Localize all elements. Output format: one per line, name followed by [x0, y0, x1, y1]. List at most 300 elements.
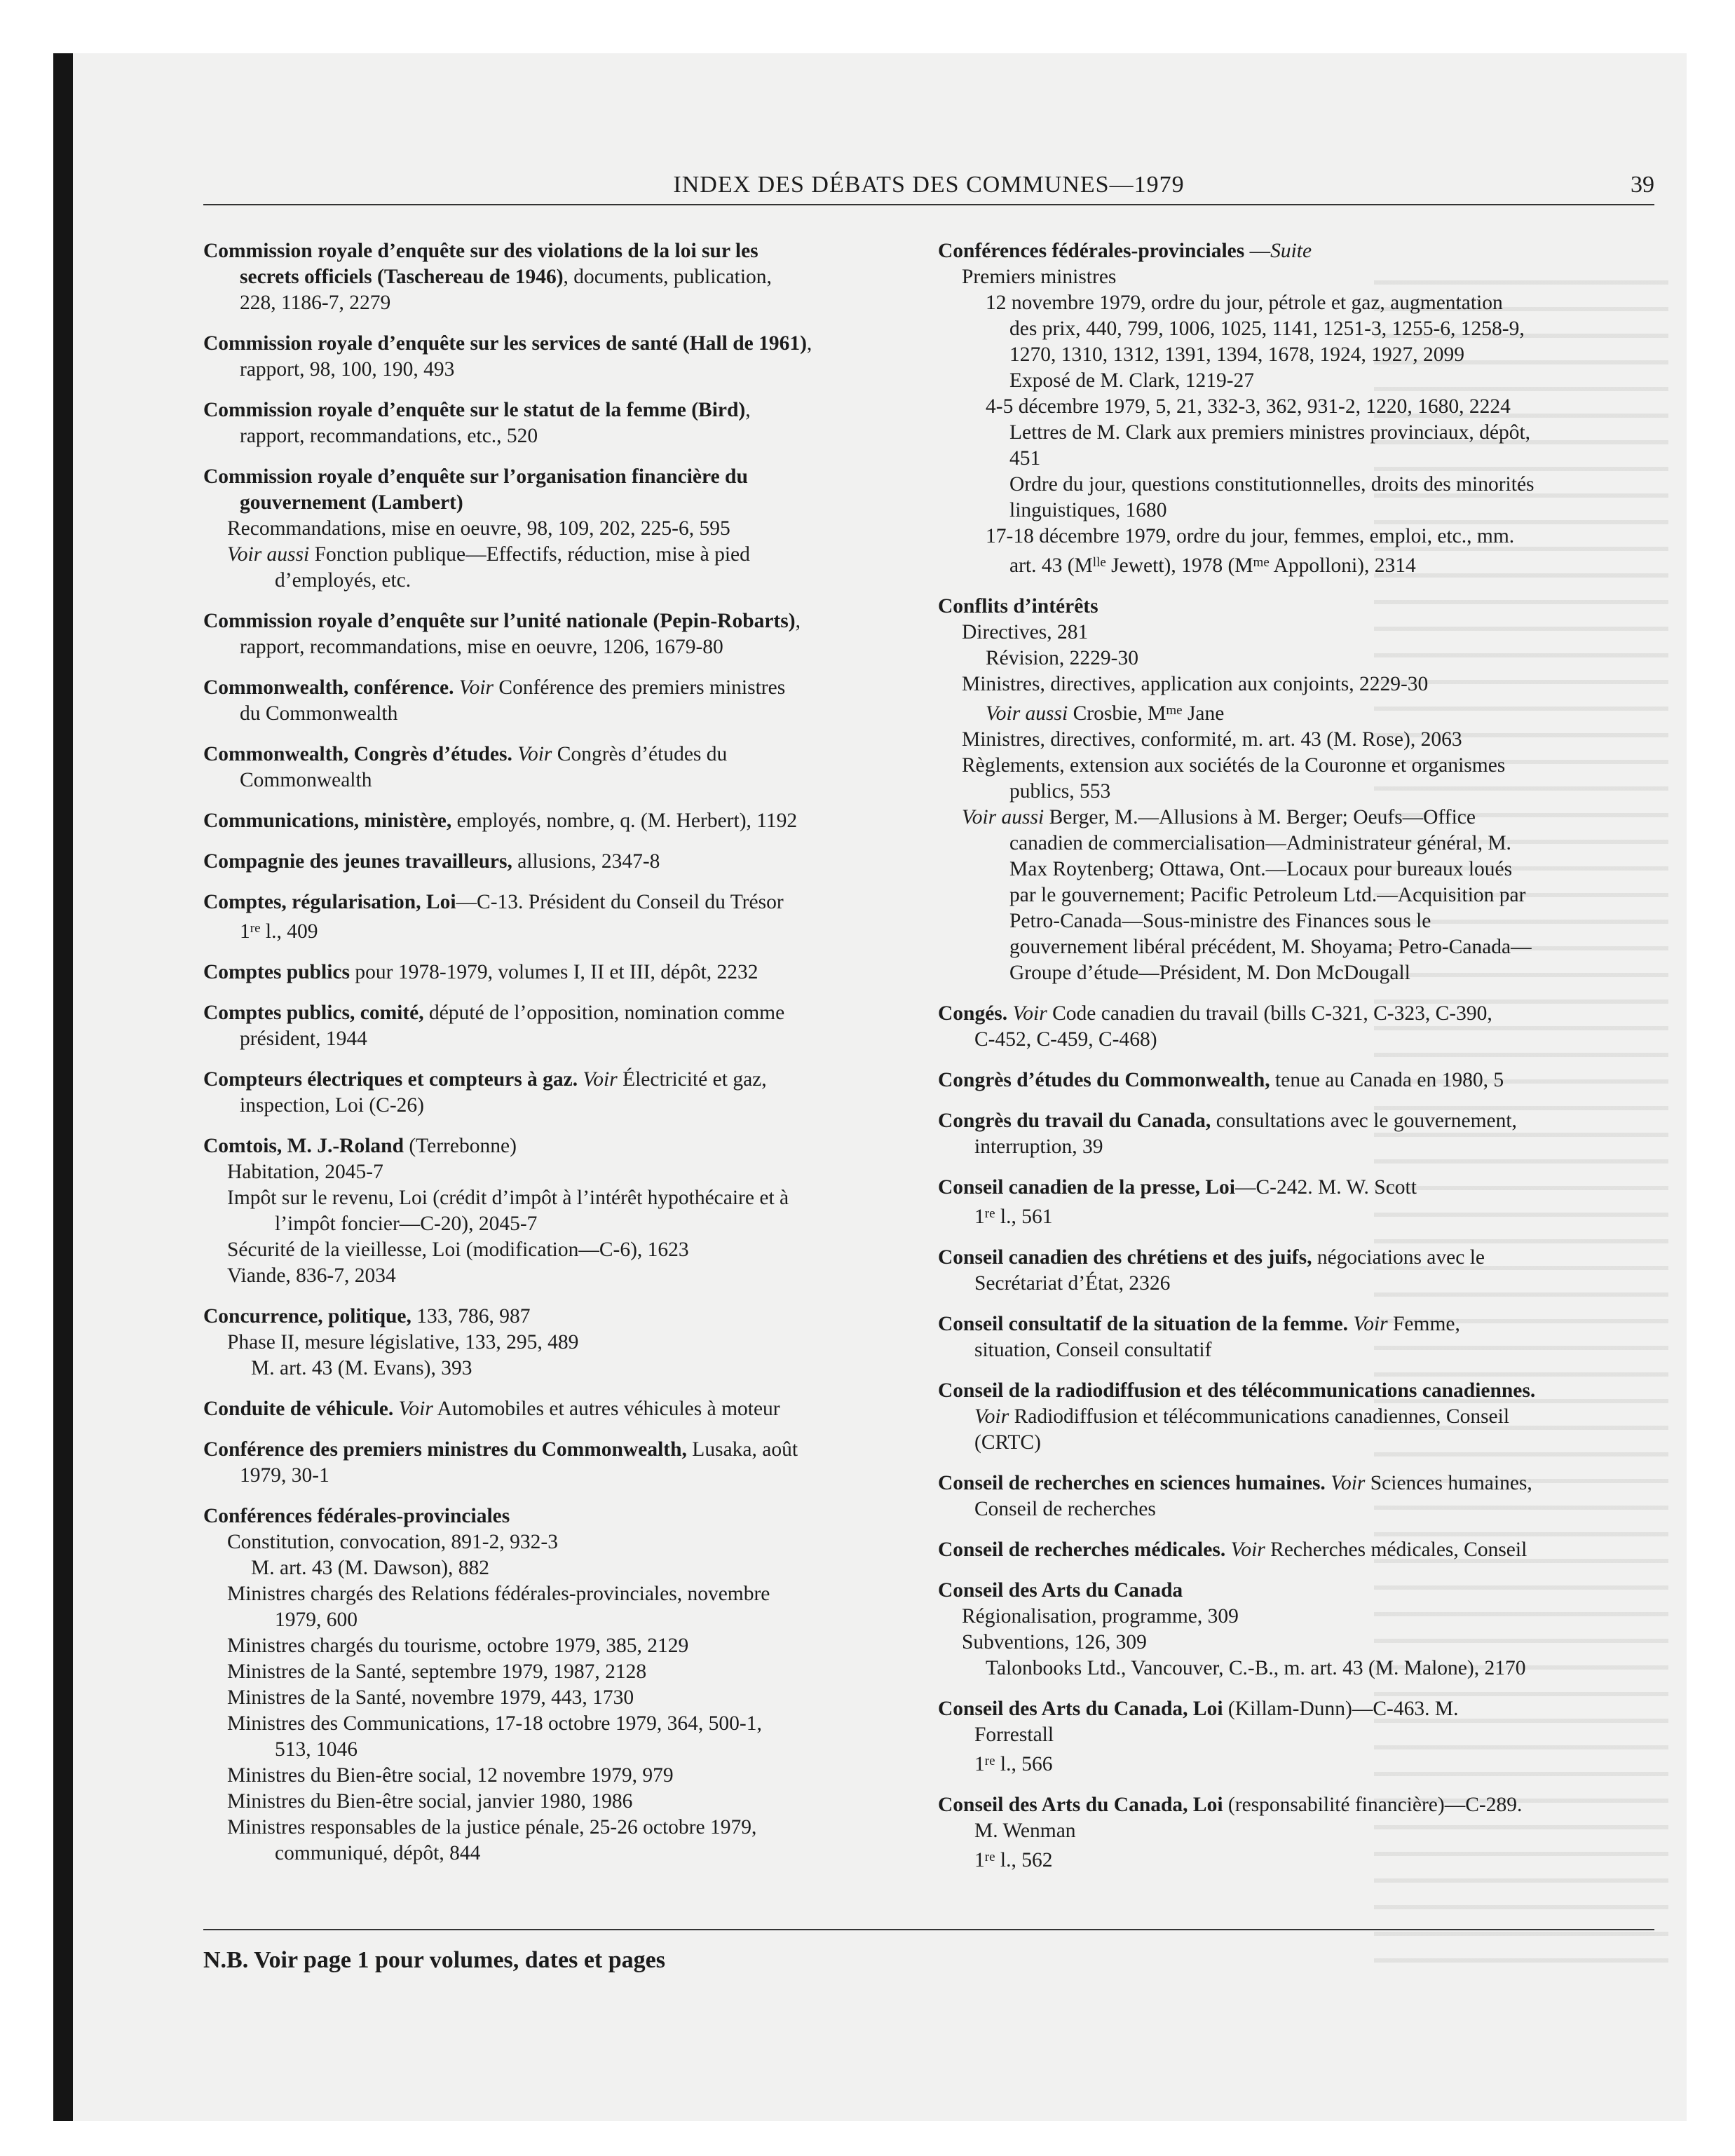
index-subentry-line	[938, 446, 1653, 472]
entry-text: 228, 1186-7, 2279	[240, 292, 391, 314]
index-subentry-line	[203, 1841, 911, 1867]
index-subentry-line	[938, 857, 1653, 882]
entry-term: Commission royale d’enquête sur les services de santé (Hall de 1961)	[203, 332, 807, 355]
index-heading-line	[938, 594, 1653, 620]
entry-text: Femme,	[1387, 1313, 1460, 1335]
index-heading-line	[203, 675, 911, 701]
entry-term: Conférences fédérales-provinciales	[938, 240, 1245, 262]
index-entry	[203, 1000, 911, 1052]
index-subentry-line	[938, 550, 1653, 579]
entry-text: Ministres du Bien-être social, 12 novembre 1979, 979	[227, 1764, 674, 1787]
index-heading-line	[938, 1245, 1653, 1271]
entry-text: négociations avec le	[1312, 1246, 1485, 1269]
index-heading-line	[203, 849, 911, 875]
index-heading-line	[203, 1133, 911, 1159]
entry-text: allusions, 2347-8	[512, 850, 660, 873]
index-subentry-line	[203, 1763, 911, 1789]
entry-term: Commission royale d’enquête sur l’organisation financière du	[203, 465, 748, 488]
entry-term: Conduite de véhicule.	[203, 1398, 394, 1420]
index-subentry-line	[938, 1818, 1653, 1844]
entry-term: Comptes, régularisation, Loi	[203, 891, 456, 913]
index-subentry-line	[938, 1027, 1653, 1053]
index-subentry-line	[938, 805, 1653, 831]
index-subentry-line	[938, 671, 1653, 697]
entry-text	[393, 1398, 398, 1420]
index-heading-line	[938, 1578, 1653, 1604]
index-subentry-line	[938, 779, 1653, 805]
index-subentry-line	[938, 1337, 1653, 1363]
entry-text: 1	[240, 920, 250, 943]
superscript: re	[984, 1754, 995, 1768]
entry-text: Lettres de M. Clark aux premiers ministres provinciaux, dépôt,	[1009, 421, 1531, 444]
entry-text: rapport, 98, 100, 190, 493	[240, 358, 455, 381]
entry-text: du Commonwealth	[240, 702, 398, 725]
index-subentry-line	[203, 1463, 911, 1489]
index-entry	[203, 808, 911, 834]
entry-term: Conseil de recherches médicales.	[938, 1538, 1226, 1561]
entry-text: Lusaka, août	[686, 1438, 798, 1461]
cross-reference: Voir aussi	[227, 543, 310, 566]
superscript: me	[1253, 555, 1270, 570]
superscript: re	[984, 1850, 995, 1864]
entry-text	[1007, 1002, 1012, 1025]
entry-text: Appolloni), 2314	[1269, 554, 1416, 577]
entry-text: Jewett), 1978 (M	[1105, 554, 1253, 577]
index-heading-line	[938, 1696, 1653, 1722]
entry-text: président, 1944	[240, 1028, 367, 1050]
entry-text: Jane	[1182, 702, 1225, 725]
entry-text: Ministres de la Santé, septembre 1979, 1987, 2128	[227, 1660, 647, 1683]
entry-text: Règlements, extension aux sociétés de la Couronne et organismes	[962, 754, 1506, 777]
entry-text: des prix, 440, 799, 1006, 1025, 1141, 1251-3, 1255-6, 1258-9,	[1009, 318, 1525, 340]
entry-text: 1	[974, 1753, 985, 1775]
entry-text: rapport, recommandations, mise en oeuvre, 1206, 1679-80	[240, 636, 723, 658]
entry-term: Conflits d’intérêts	[938, 595, 1098, 618]
entry-text: Ministres du Bien-être social, janvier 1980, 1986	[227, 1790, 633, 1813]
entry-text: Secrétariat d’État, 2326	[974, 1272, 1171, 1295]
entry-text: 17-18 décembre 1979, ordre du jour, femmes, emploi, etc., mm.	[986, 525, 1515, 547]
entry-term: Commonwealth, conférence.	[203, 676, 454, 699]
index-subentry-line	[203, 701, 911, 727]
index-subentry-line	[938, 620, 1653, 646]
entry-term: Congrès d’études du Commonwealth,	[938, 1069, 1270, 1091]
index-subentry-line	[938, 1722, 1653, 1748]
index-subentry-line	[938, 1656, 1653, 1681]
index-heading-line	[203, 1396, 911, 1422]
index-subentry-line	[938, 472, 1653, 498]
entry-text: Directives, 281	[962, 621, 1089, 643]
entry-term: Comptes publics	[203, 961, 350, 983]
index-entry	[938, 1378, 1653, 1456]
entry-text: consultations avec le gouvernement,	[1211, 1110, 1517, 1132]
entry-text: Congrès d’études du	[552, 743, 728, 765]
entry-text: Talonbooks Ltd., Vancouver, C.-B., m. art. 43 (M. Malone), 2170	[986, 1657, 1526, 1679]
index-subentry-line	[938, 524, 1653, 550]
index-subentry-line	[938, 264, 1653, 290]
entry-term: Commonwealth, Congrès d’études.	[203, 743, 512, 765]
entry-term: Conseil de la radiodiffusion et des télécommunications canadiennes.	[938, 1379, 1536, 1402]
index-heading-line	[203, 238, 911, 264]
entry-text: 12 novembre 1979, ordre du jour, pétrole et gaz, augmentation	[986, 292, 1503, 314]
index-entry	[203, 675, 911, 727]
entry-term: Communications, ministère,	[203, 810, 452, 832]
entry-term: secrets officiels (Taschereau de 1946)	[240, 266, 564, 288]
entry-text: M. art. 43 (M. Dawson), 882	[251, 1557, 490, 1579]
index-entry	[938, 1792, 1653, 1874]
entry-text: 1270, 1310, 1312, 1391, 1394, 1678, 1924, 1927, 2099	[1009, 343, 1464, 366]
page-title: INDEX DES DÉBATS DES COMMUNES—1979	[673, 172, 1185, 198]
index-subentry-line	[938, 1201, 1653, 1230]
entry-text: —C-13. Président du Conseil du Trésor	[456, 891, 784, 913]
entry-term: Conseil de recherches en sciences humaines.	[938, 1472, 1326, 1494]
index-subentry-line	[203, 568, 911, 594]
entry-term: Conseil canadien des chrétiens et des juifs,	[938, 1246, 1312, 1269]
index-entry	[203, 1133, 911, 1289]
index-subentry-line	[938, 1604, 1653, 1630]
page-number: 39	[1631, 172, 1654, 198]
index-subentry-line	[203, 1237, 911, 1263]
entry-text: canadien de commercialisation—Administrateur général, M.	[1009, 832, 1511, 854]
entry-text: Commonwealth	[240, 769, 372, 791]
cross-reference: Voir	[517, 743, 552, 765]
entry-text: 451	[1009, 447, 1041, 470]
entry-text: tenue au Canada en 1980, 5	[1270, 1069, 1504, 1091]
entry-text: Phase II, mesure législative, 133, 295, 489	[227, 1331, 579, 1353]
index-entry	[938, 1537, 1653, 1563]
index-heading-line	[938, 1108, 1653, 1134]
entry-text: 1979, 600	[275, 1609, 358, 1631]
entry-term: Conseil des Arts du Canada	[938, 1579, 1183, 1602]
entry-text: rapport, recommandations, etc., 520	[240, 425, 538, 447]
superscript: re	[250, 921, 261, 936]
cross-reference: Voir	[398, 1398, 433, 1420]
entry-text: Forrestall	[974, 1724, 1054, 1746]
index-heading-line	[938, 1001, 1653, 1027]
entry-text: situation, Conseil consultatif	[974, 1339, 1212, 1361]
entry-text: —C-242. M. W. Scott	[1234, 1176, 1417, 1199]
entry-text: Ordre du jour, questions constitutionnelles, droits des minorités	[1009, 473, 1535, 496]
entry-text: Groupe d’étude—Président, M. Don McDougall	[1009, 962, 1410, 984]
entry-term: Conférences fédérales-provinciales	[203, 1505, 510, 1527]
index-entry	[203, 608, 911, 660]
entry-term: Comtois, M. J.-Roland	[203, 1135, 404, 1157]
index-subentry-line	[938, 290, 1653, 316]
index-heading-line	[203, 1000, 911, 1026]
entry-term: Commission royale d’enquête sur des violations de la loi sur les	[203, 240, 758, 262]
index-subentry-line	[938, 1844, 1653, 1874]
index-entry	[938, 1311, 1653, 1363]
cross-reference: Voir aussi	[962, 806, 1045, 828]
index-subentry-line	[203, 634, 911, 660]
index-entry	[938, 1696, 1653, 1778]
index-heading-line	[203, 464, 911, 490]
entry-term: Conférence des premiers ministres du Commonwealth,	[203, 1438, 687, 1461]
entry-term: Conseil des Arts du Canada, Loi	[938, 1794, 1223, 1816]
entry-text: Berger, M.—Allusions à M. Berger; Oeufs—Office	[1044, 806, 1476, 828]
index-heading-line	[203, 608, 911, 634]
index-subentry-line	[203, 542, 911, 568]
entry-text: Automobiles et autres véhicules à moteur	[433, 1398, 780, 1420]
entry-text: Viande, 836-7, 2034	[227, 1264, 396, 1287]
entry-text: Ministres, directives, application aux conjoints, 2229-30	[962, 673, 1429, 695]
index-subentry-line	[203, 516, 911, 542]
entry-text: Max Roytenberg; Ottawa, Ont.—Locaux pour bureaux loués	[1009, 858, 1513, 880]
index-column-right	[938, 238, 1653, 1888]
index-entry	[203, 1437, 911, 1489]
index-subentry-line	[938, 831, 1653, 857]
entry-term: Conseil consultatif de la situation de la femme.	[938, 1313, 1349, 1335]
index-subentry-line	[938, 1748, 1653, 1778]
index-subentry-line	[203, 1185, 911, 1211]
index-heading-line	[938, 1311, 1653, 1337]
index-subentry-line	[203, 423, 911, 449]
index-subentry-line	[938, 727, 1653, 753]
entry-text: 1	[974, 1206, 985, 1228]
footer-rule	[203, 1929, 1654, 1930]
index-subentry-line	[203, 915, 911, 945]
entry-text: (Terrebonne)	[403, 1135, 517, 1157]
index-subentry-line	[938, 1271, 1653, 1297]
index-subentry-line	[938, 934, 1653, 960]
index-heading-line	[203, 960, 911, 985]
index-entry	[203, 1396, 911, 1422]
footer-note: N.B. Voir page 1 pour volumes, dates et pages	[203, 1947, 665, 1973]
index-heading-line	[203, 808, 911, 834]
entry-text: Ministres des Communications, 17-18 octobre 1979, 364, 500-1,	[227, 1712, 762, 1735]
entry-text: Ministres, directives, conformité, m. art. 43 (M. Rose), 2063	[962, 728, 1462, 751]
index-heading-line	[938, 238, 1653, 264]
entry-text: Révision, 2229-30	[986, 647, 1138, 669]
index-entry	[203, 331, 911, 383]
entry-text: Fonction publique—Effectifs, réduction, mise à pied	[309, 543, 750, 566]
entry-term: Compagnie des jeunes travailleurs,	[203, 850, 512, 873]
index-subentry-line	[938, 1134, 1653, 1160]
entry-text: Constitution, convocation, 891-2, 932-3	[227, 1531, 558, 1553]
index-subentry-line	[203, 1093, 911, 1119]
entry-term: Conseil canadien de la presse, Loi	[938, 1176, 1235, 1199]
index-subentry-line	[203, 357, 911, 383]
entry-text: (responsabilité financière)—C-289.	[1223, 1794, 1523, 1816]
cross-reference: Voir aussi	[986, 702, 1068, 725]
index-subentry-line	[203, 1159, 911, 1185]
index-subentry-line	[203, 1685, 911, 1711]
index-subentry-line	[203, 1607, 911, 1633]
index-entry	[938, 594, 1653, 986]
entry-text: Recherches médicales, Conseil	[1265, 1538, 1528, 1561]
entry-text: par le gouvernement; Pacific Petroleum Ltd.—Acquisition par	[1009, 884, 1526, 906]
superscript: me	[1166, 703, 1183, 718]
entry-text: Conseil de recherches	[974, 1498, 1156, 1520]
index-heading-line	[938, 1537, 1653, 1563]
entry-text: Électricité et gaz,	[617, 1068, 767, 1091]
entry-term: Comptes publics, comité,	[203, 1002, 424, 1024]
entry-text	[578, 1068, 583, 1091]
entry-term: Commission royale d’enquête sur le statut de la femme (Bird)	[203, 399, 746, 421]
entry-text: l., 562	[995, 1849, 1053, 1871]
superscript: re	[984, 1206, 995, 1221]
index-heading-line	[938, 1175, 1653, 1201]
entry-text: Exposé de M. Clark, 1219-27	[1009, 369, 1255, 392]
index-subentry-line	[938, 342, 1653, 368]
index-heading-line	[203, 397, 911, 423]
entry-text: Habitation, 2045-7	[227, 1161, 383, 1183]
entry-text: l’impôt foncier—C-20), 2045-7	[275, 1213, 538, 1235]
index-subentry-line	[203, 1737, 911, 1763]
entry-text: 1979, 30-1	[240, 1464, 329, 1487]
index-heading-line	[938, 1471, 1653, 1496]
entry-text: Conférence des premiers ministres	[494, 676, 786, 699]
index-subentry-line	[938, 753, 1653, 779]
entry-term: Compteurs électriques et compteurs à gaz.	[203, 1068, 578, 1091]
cross-reference: Voir	[1353, 1313, 1388, 1335]
index-subentry-line	[203, 290, 911, 316]
index-subentry-line	[938, 498, 1653, 524]
entry-text: 1	[974, 1849, 985, 1871]
entry-text: Ministres de la Santé, novembre 1979, 443, 1730	[227, 1686, 634, 1709]
entry-text: pour 1978-1979, volumes I, II et III, dépôt, 2232	[350, 961, 758, 983]
index-entry	[938, 1578, 1653, 1681]
page-header	[203, 172, 1654, 200]
entry-text: communiqué, dépôt, 844	[275, 1842, 481, 1864]
index-subentry-line	[938, 1630, 1653, 1656]
superscript: lle	[1092, 555, 1106, 570]
index-entry	[938, 1108, 1653, 1160]
cross-reference: Voir	[458, 676, 494, 699]
binding-edge	[53, 53, 73, 2121]
entry-text: Code canadien du travail (bills C-321, C-323, C-390,	[1047, 1002, 1492, 1025]
entry-text: Régionalisation, programme, 309	[962, 1605, 1239, 1628]
index-subentry-line	[203, 1815, 911, 1841]
index-entry	[203, 397, 911, 449]
index-subentry-line	[203, 767, 911, 793]
cross-reference: Voir	[974, 1405, 1009, 1428]
index-entry	[938, 1471, 1653, 1522]
index-heading-line	[203, 1437, 911, 1463]
entry-text: Ministres chargés des Relations fédérales-provinciales, novembre	[227, 1583, 770, 1605]
index-subentry-line	[938, 1496, 1653, 1522]
index-subentry-line	[203, 490, 911, 516]
entry-text: Radiodiffusion et télécommunications canadiennes, Conseil	[1009, 1405, 1510, 1428]
index-entry	[203, 238, 911, 316]
entry-term: gouvernement (Lambert)	[240, 491, 463, 514]
entry-text	[1225, 1538, 1230, 1561]
entry-text: ,	[745, 399, 751, 421]
entry-term: Congrès du travail du Canada,	[938, 1110, 1211, 1132]
index-entry	[938, 238, 1653, 579]
index-subentry-line	[938, 1404, 1653, 1430]
entry-text: art. 43 (M	[1009, 554, 1093, 577]
entry-text: Subventions, 126, 309	[962, 1631, 1147, 1653]
entry-text: M. art. 43 (M. Evans), 393	[251, 1357, 472, 1379]
index-heading-line	[203, 742, 911, 767]
entry-text: M. Wenman	[974, 1820, 1076, 1842]
entry-text: Sciences humaines,	[1365, 1472, 1532, 1494]
entry-text: (Killam-Dunn)—C-463. M.	[1223, 1698, 1459, 1720]
index-entry	[203, 849, 911, 875]
header-rule	[203, 204, 1654, 205]
entry-text: (CRTC)	[974, 1431, 1041, 1454]
index-subentry-line	[938, 908, 1653, 934]
index-entry	[938, 1001, 1653, 1053]
index-entry	[203, 1067, 911, 1119]
index-subentry-line	[938, 394, 1653, 420]
index-subentry-line	[938, 697, 1653, 727]
index-entry	[203, 742, 911, 793]
index-subentry-line	[938, 882, 1653, 908]
index-subentry-line	[938, 960, 1653, 986]
index-subentry-line	[938, 368, 1653, 394]
entry-text: député de l’opposition, nomination comme	[423, 1002, 785, 1024]
cross-reference: Voir	[583, 1068, 618, 1091]
index-subentry-line	[203, 1789, 911, 1815]
index-subentry-line	[203, 264, 911, 290]
index-entry	[203, 464, 911, 594]
index-subentry-line	[203, 1330, 911, 1356]
index-heading-line	[938, 1378, 1653, 1404]
entry-term: Concurrence, politique,	[203, 1305, 411, 1328]
entry-text: inspection, Loi (C-26)	[240, 1094, 424, 1117]
index-subentry-line	[203, 1581, 911, 1607]
entry-text: gouvernement libéral précédent, M. Shoyama; Petro-Canada—	[1009, 936, 1532, 958]
cross-reference: Voir	[1230, 1538, 1265, 1561]
cross-reference: Voir	[1331, 1472, 1366, 1494]
entry-text: Petro-Canada—Sous-ministre des Finances sous le	[1009, 910, 1431, 932]
entry-text: , documents, publication,	[563, 266, 772, 288]
entry-text: employés, nombre, q. (M. Herbert), 1192	[451, 810, 798, 832]
index-heading-line	[938, 1792, 1653, 1818]
index-heading-line	[203, 889, 911, 915]
index-subentry-line	[203, 1633, 911, 1659]
index-entry	[938, 1067, 1653, 1093]
index-subentry-line	[203, 1263, 911, 1289]
cross-reference: Suite	[1270, 240, 1312, 262]
entry-text: l., 409	[260, 920, 318, 943]
entry-text: Sécurité de la vieillesse, Loi (modification—C-6), 1623	[227, 1239, 689, 1261]
index-heading-line	[203, 1304, 911, 1330]
index-heading-line	[203, 1503, 911, 1529]
index-subentry-line	[203, 1555, 911, 1581]
index-heading-line	[203, 331, 911, 357]
entry-text: Premiers ministres	[962, 266, 1117, 288]
index-subentry-line	[938, 646, 1653, 671]
entry-text: interruption, 39	[974, 1135, 1103, 1158]
index-heading-line	[938, 1067, 1653, 1093]
index-subentry-line	[203, 1529, 911, 1555]
entry-text: 133, 786, 987	[411, 1305, 531, 1328]
index-subentry-line	[203, 1711, 911, 1737]
cross-reference: Voir	[1012, 1002, 1047, 1025]
index-entry	[203, 960, 911, 985]
entry-text: ,	[795, 610, 801, 632]
index-entry	[938, 1175, 1653, 1230]
index-entry	[203, 1304, 911, 1381]
entry-term: Commission royale d’enquête sur l’unité nationale (Pepin-Robarts)	[203, 610, 796, 632]
entry-text: 4-5 décembre 1979, 5, 21, 332-3, 362, 931-2, 1220, 1680, 2224	[986, 395, 1511, 418]
entry-text: publics, 553	[1009, 780, 1111, 803]
entry-text: C-452, C-459, C-468)	[974, 1028, 1157, 1051]
entry-text: Impôt sur le revenu, Loi (crédit d’impôt à l’intérêt hypothécaire et à	[227, 1187, 789, 1209]
index-subentry-line	[203, 1659, 911, 1685]
entry-text: Crosbie, M	[1068, 702, 1166, 725]
entry-text: d’employés, etc.	[275, 569, 411, 592]
entry-text: ,	[806, 332, 812, 355]
entry-term: Conseil des Arts du Canada, Loi	[938, 1698, 1223, 1720]
entry-text: Ministres responsables de la justice pénale, 25-26 octobre 1979,	[227, 1816, 757, 1838]
index-subentry-line	[938, 420, 1653, 446]
entry-text: 513, 1046	[275, 1738, 358, 1761]
index-subentry-line	[938, 316, 1653, 342]
entry-text: Ministres chargés du tourisme, octobre 1979, 385, 2129	[227, 1635, 689, 1657]
